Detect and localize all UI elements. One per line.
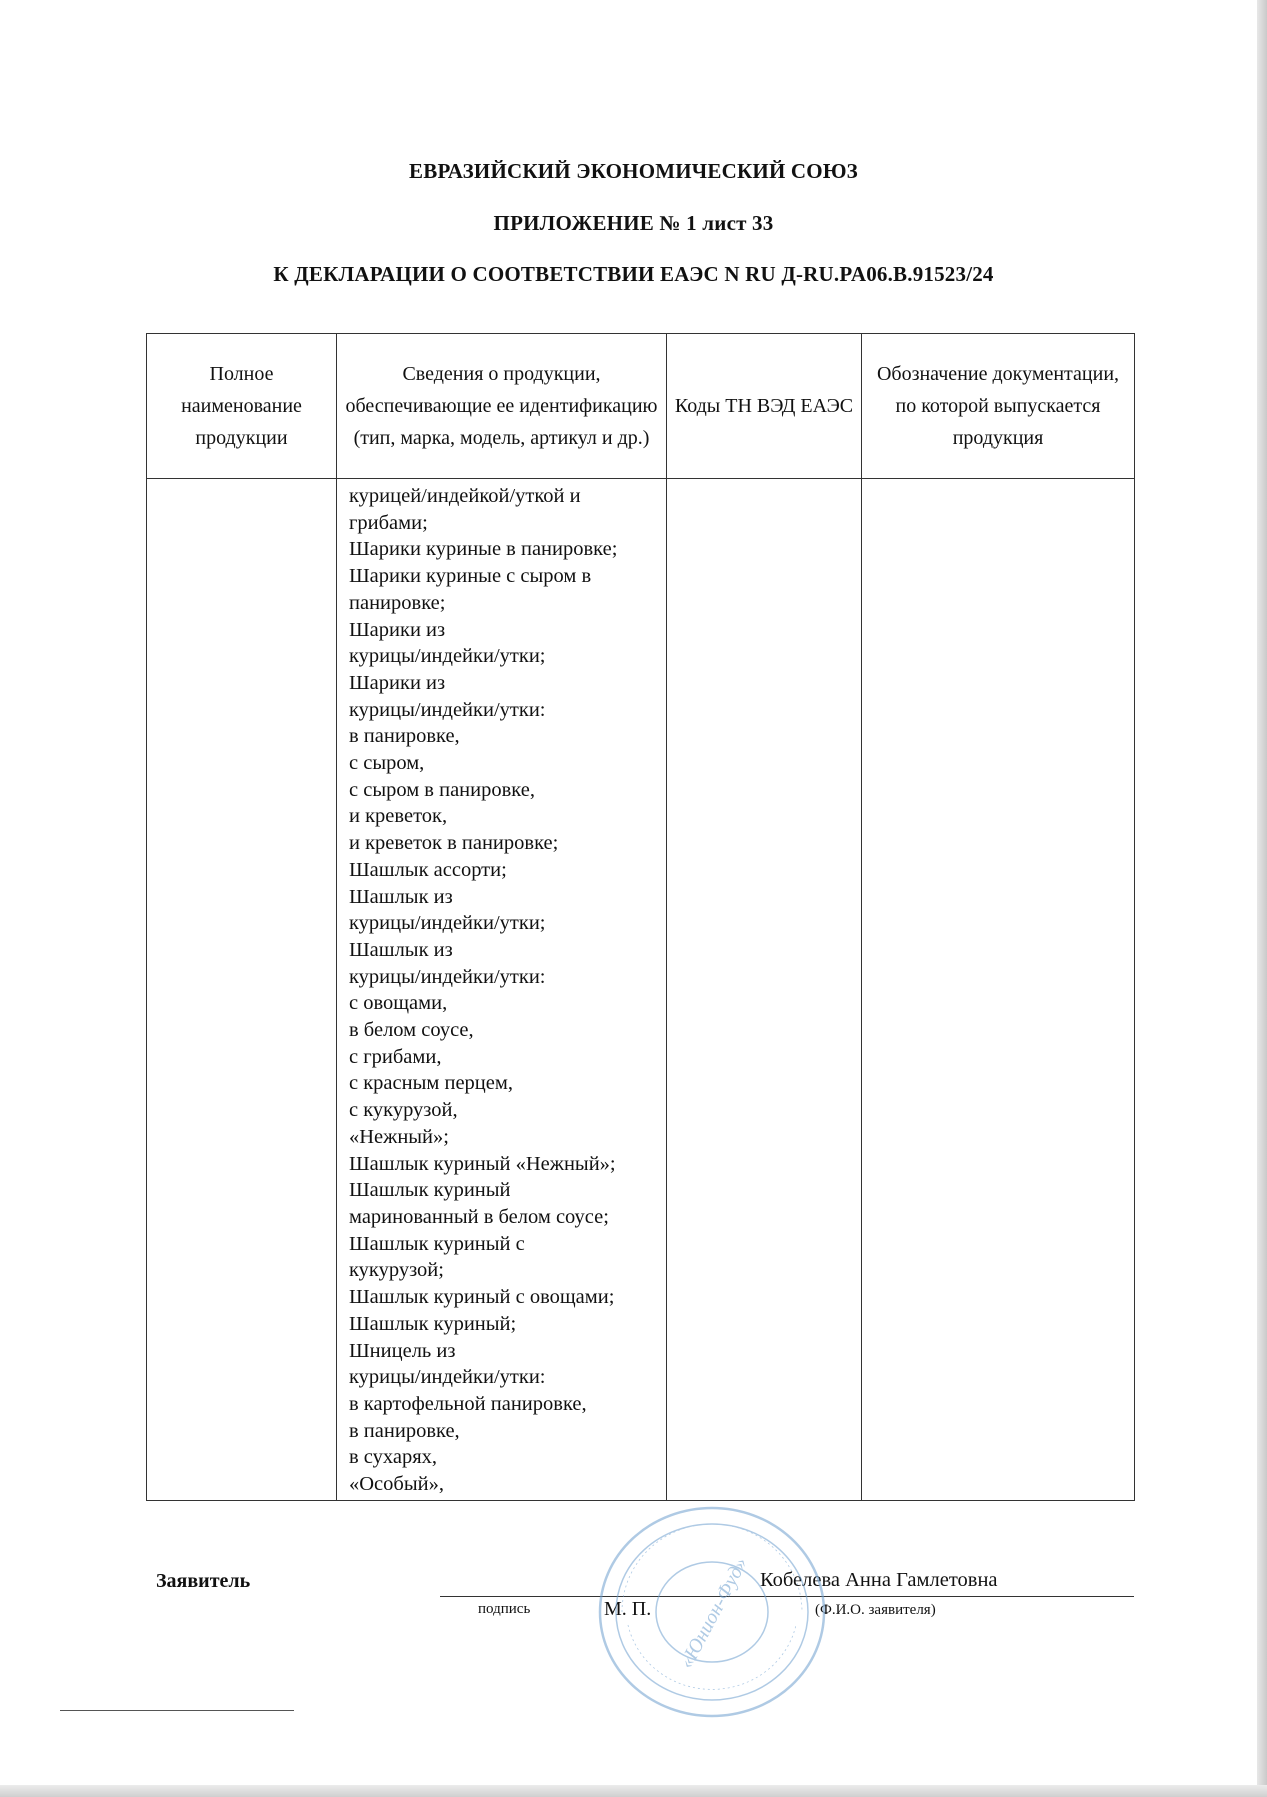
product-lines bbox=[337, 479, 666, 1498]
product-line: грибами; bbox=[349, 511, 428, 534]
cell-tn-ved-codes bbox=[667, 479, 862, 1501]
declaration-title: К ДЕКЛАРАЦИИ О СООТВЕТСТВИИ ЕАЭС N RU Д-RU.PA06.B.91523/24 bbox=[273, 262, 994, 286]
product-line: с грибами, bbox=[349, 1045, 442, 1068]
applicant-label: Заявитель bbox=[156, 1570, 251, 1592]
product-line: «Особый», bbox=[349, 1473, 444, 1496]
product-line: с овощами, bbox=[349, 992, 448, 1015]
product-line: Шарики куриные с сыром в bbox=[349, 565, 592, 588]
product-line: Шашлык ассорти; bbox=[349, 858, 507, 881]
applicant-name: Кобелева Анна Гамлетовна bbox=[760, 1569, 998, 1591]
cell-full-name bbox=[147, 479, 337, 1501]
product-line: с сыром, bbox=[349, 752, 425, 775]
scan-edge-bottom bbox=[0, 1785, 1267, 1797]
product-line: в картофельной панировке, bbox=[349, 1392, 587, 1415]
product-line: Шашлык куриный; bbox=[349, 1312, 517, 1335]
product-line: панировке; bbox=[349, 591, 446, 614]
product-line: Шашлык из bbox=[349, 885, 453, 908]
product-line: курицей/индейкой/уткой и bbox=[349, 485, 581, 507]
product-line: курицы/индейки/утки: bbox=[349, 965, 546, 988]
stamp-place-label: М. П. bbox=[604, 1598, 652, 1620]
table-header-row bbox=[147, 334, 1135, 479]
product-line: Шарики из bbox=[349, 671, 446, 694]
header-product-info: Сведения о продукции, обеспечивающие ее идентификацию (тип, марка, модель, артикул и др.) bbox=[337, 334, 667, 479]
name-caption: (Ф.И.О. заявителя) bbox=[815, 1602, 936, 1618]
product-line: и креветок, bbox=[349, 805, 448, 828]
company-seal-icon bbox=[592, 1500, 832, 1725]
product-line: Шашлык куриный с овощами; bbox=[349, 1286, 615, 1309]
product-line: курицы/индейки/утки: bbox=[349, 1366, 546, 1389]
table-row bbox=[147, 479, 1135, 1501]
product-line: в панировке, bbox=[349, 725, 460, 748]
product-line: с кукурузой, bbox=[349, 1099, 458, 1122]
cell-product-info bbox=[337, 479, 667, 1501]
product-line: «Нежный»; bbox=[349, 1125, 449, 1148]
svg-text:«Юнион-Фуд»: «Юнион-Фуд» bbox=[675, 1553, 753, 1673]
cell-documentation bbox=[862, 479, 1135, 1501]
product-line: Шарики куриные в панировке; bbox=[349, 538, 618, 561]
product-line: Шашлык куриный «Нежный»; bbox=[349, 1152, 616, 1175]
product-line: в панировке, bbox=[349, 1419, 460, 1442]
product-line: с сыром в панировке, bbox=[349, 778, 535, 801]
product-line: маринованный в белом соусе; bbox=[349, 1205, 609, 1228]
appendix-title: ПРИЛОЖЕНИЕ № 1 лист 33 bbox=[493, 211, 774, 235]
product-line: и креветок в панировке; bbox=[349, 832, 559, 855]
header-documentation: Обозначение документации, по которой выпускается продукция bbox=[862, 334, 1135, 479]
product-line: кукурузой; bbox=[349, 1259, 444, 1282]
product-line: Шашлык из bbox=[349, 938, 453, 961]
header-full-name: Полное наименование продукции bbox=[147, 334, 337, 479]
product-line: Шашлык куриный с bbox=[349, 1232, 525, 1255]
products-table bbox=[146, 333, 1135, 1501]
product-line: Шашлык куриный bbox=[349, 1179, 511, 1202]
product-line: курицы/индейки/утки; bbox=[349, 912, 546, 935]
product-line: курицы/индейки/утки: bbox=[349, 698, 546, 721]
scan-edge bbox=[1257, 0, 1267, 1797]
product-line: в белом соусе, bbox=[349, 1019, 474, 1042]
product-line: курицы/индейки/утки; bbox=[349, 645, 546, 668]
product-line: Шницель из bbox=[349, 1339, 456, 1362]
product-line: с красным перцем, bbox=[349, 1072, 513, 1095]
product-line: Шарики из bbox=[349, 618, 446, 641]
signature-caption: подпись bbox=[478, 1601, 531, 1617]
header-tn-ved-codes: Коды ТН ВЭД ЕАЭС bbox=[667, 334, 862, 479]
union-title: ЕВРАЗИЙСКИЙ ЭКОНОМИЧЕСКИЙ СОЮЗ bbox=[409, 159, 858, 183]
product-line: в сухарях, bbox=[349, 1446, 438, 1469]
corner-rule bbox=[60, 1710, 294, 1711]
